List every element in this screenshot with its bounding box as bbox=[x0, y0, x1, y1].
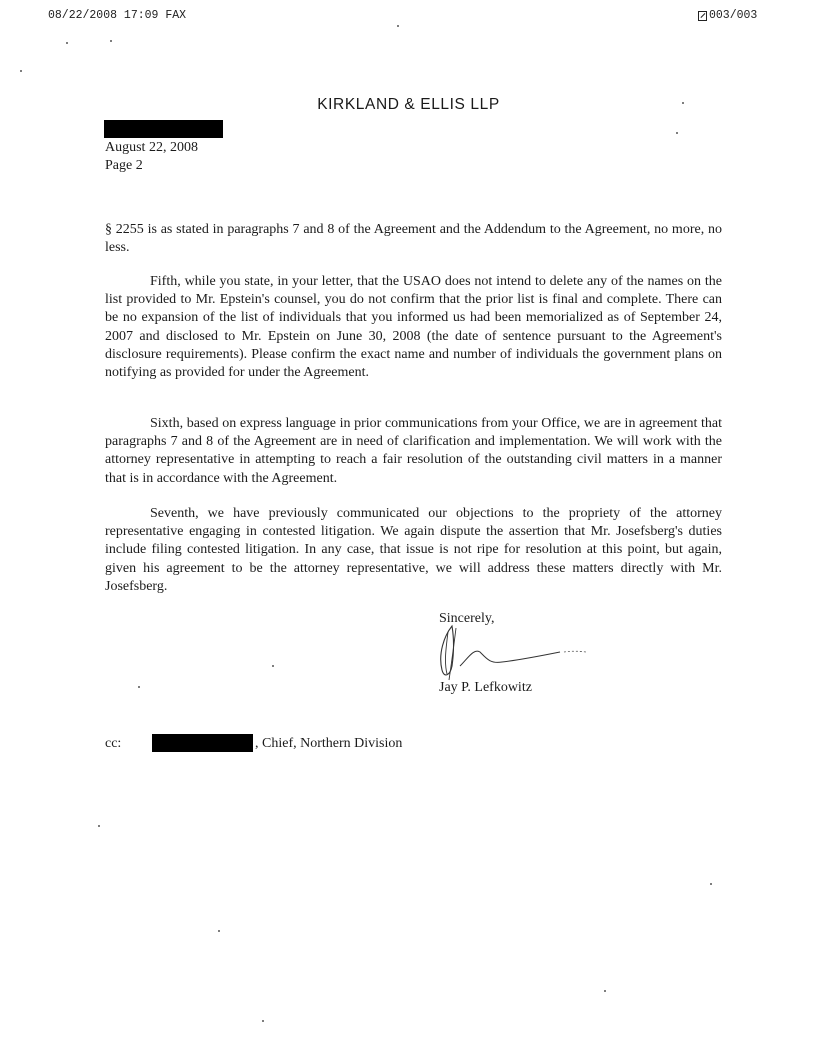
fax-mark-icon bbox=[698, 11, 707, 21]
scan-speck bbox=[218, 930, 220, 932]
signature-image bbox=[430, 618, 600, 688]
signer-name: Jay P. Lefkowitz bbox=[439, 680, 532, 695]
scan-speck bbox=[710, 883, 712, 885]
redaction-cc bbox=[152, 734, 253, 752]
scan-speck bbox=[397, 25, 399, 27]
body-paragraph: § 2255 is as stated in paragraphs 7 and 8 of the Agreement and the Addendum to the Agreement, no more, no less. bbox=[105, 222, 722, 256]
scan-speck bbox=[604, 990, 606, 992]
scan-speck bbox=[66, 42, 68, 44]
closing-salutation: Sincerely, bbox=[439, 611, 495, 626]
page-number: Page 2 bbox=[105, 158, 143, 173]
scan-speck bbox=[682, 102, 684, 104]
cc-recipient: , Chief, Northern Division bbox=[255, 736, 403, 751]
scan-speck bbox=[676, 132, 678, 134]
scan-speck bbox=[98, 825, 100, 827]
scan-speck bbox=[20, 70, 22, 72]
cc-label: cc: bbox=[105, 736, 122, 751]
scan-speck bbox=[110, 40, 112, 42]
fax-header-datetime: 08/22/2008 17:09 FAX bbox=[48, 9, 187, 22]
body-paragraph: Fifth, while you state, in your letter, that the USAO does not intend to delete any of the names on the list provided to Mr. Epstein's counsel, you do not confirm that the prior list is final and complete. There can be no expansion of the list of individuals that you informed us had been memorialized as of September 24, 2007 and disclosed to Mr. Epstein on June 30, 2008 (the date of sentence pursuant to the Agreement's disclosure requirements). Please confirm the exact name and number of individuals the government plans on notifying as provided for under the Agreement. bbox=[105, 274, 722, 381]
scan-speck bbox=[272, 665, 274, 667]
body-paragraph: Seventh, we have previously communicated our objections to the propriety of the attorney representative engaging in contested litigation. We again dispute the assertion that Mr. Josefsberg's duties include filing contested litigation. In any case, that issue is not ripe for resolution at this point, but again, given his agreement to be the attorney representative, we will address these matters directly with Mr. Josefsberg. bbox=[105, 506, 722, 594]
redaction-recipient bbox=[104, 120, 223, 138]
scan-speck bbox=[262, 1020, 264, 1022]
fax-page-counter bbox=[698, 9, 757, 22]
letter-date: August 22, 2008 bbox=[105, 140, 198, 155]
body-paragraph: Sixth, based on express language in prior communications from your Office, we are in agreement that paragraphs 7 and 8 of the Agreement are in need of clarification and implementation. We will work with the attorney representative in attempting to reach a fair resolution of the outstanding civil matters in a manner that is in accordance with the Agreement. bbox=[105, 416, 722, 486]
firm-name: KIRKLAND & ELLIS LLP bbox=[317, 96, 500, 113]
scan-speck bbox=[138, 686, 140, 688]
fax-page-number: 003/003 bbox=[709, 9, 758, 22]
